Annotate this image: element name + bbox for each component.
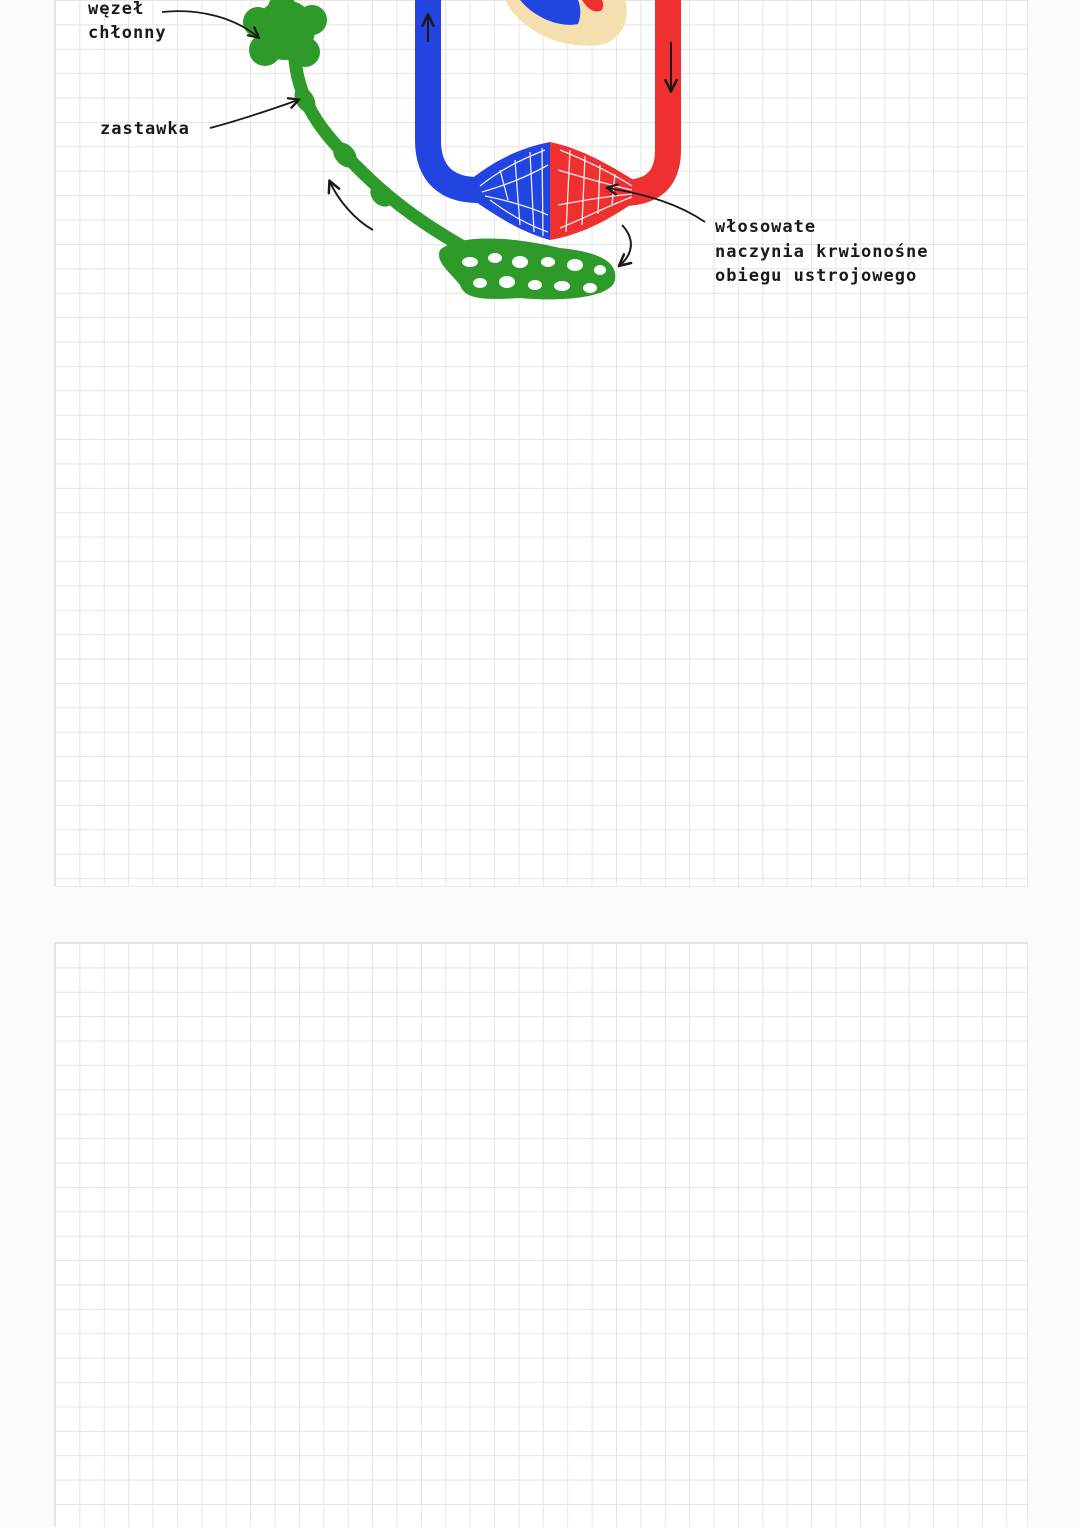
capillaries-label-line1: włosowate xyxy=(715,217,817,237)
artery-vessel xyxy=(625,0,668,193)
lymph-circulation-diagram xyxy=(0,0,1080,330)
vein-vessel xyxy=(428,0,478,190)
capillary-network xyxy=(470,142,640,240)
capillaries-label-line3: obiegu ustrojowego xyxy=(715,266,918,286)
valve-label: zastawka xyxy=(100,119,190,139)
capillaries-label-line2: naczynia krwionośne xyxy=(715,242,929,262)
lymph-node-label-line2: chłonny xyxy=(88,23,167,43)
lymph-node xyxy=(243,0,327,67)
lymph-node-label-line1: węzeł xyxy=(88,0,145,19)
valve-pointer xyxy=(210,100,298,128)
lymph-capillary-network xyxy=(439,238,615,299)
tissue-fluid-arrow xyxy=(620,225,631,265)
lymph-flow-arrow xyxy=(330,182,373,230)
heart-fragment xyxy=(505,0,627,46)
grid-sheet-bottom xyxy=(54,942,1028,1527)
